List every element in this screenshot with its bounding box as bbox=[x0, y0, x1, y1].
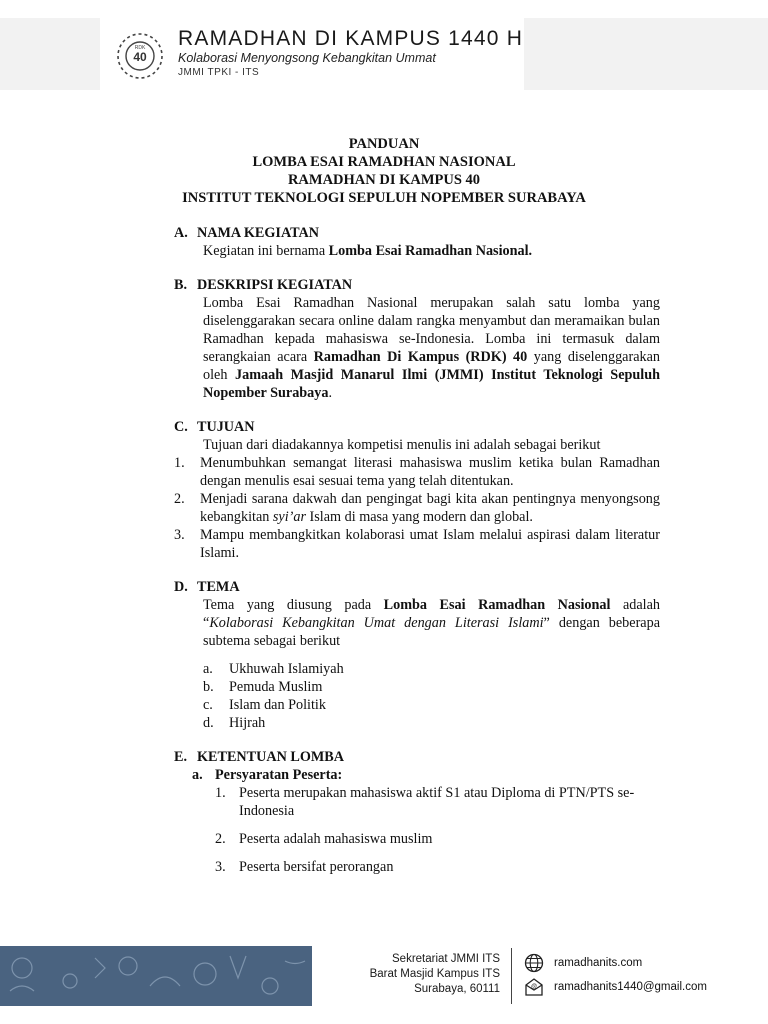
bold-text: Lomba Esai Ramadhan Nasional. bbox=[328, 243, 533, 259]
section-nama-kegiatan bbox=[174, 224, 660, 260]
email-icon bbox=[524, 977, 544, 997]
bold-text: Jamaah Masjid Manarul Ilmi (JMMI) Institut Teknologi Sepuluh Nopember Surabaya bbox=[203, 367, 660, 401]
address-line: Barat Masjid Kampus ITS bbox=[369, 968, 500, 980]
italic-text: syi’ar bbox=[272, 509, 306, 525]
text: Mampu membangkitkan kolaborasi umat Islam melalui aspirasi dalam literatur Islami. bbox=[200, 527, 660, 561]
section-letter: E. bbox=[174, 749, 188, 765]
item-letter: a. bbox=[203, 661, 213, 677]
text: Islam di masa yang modern dan global. bbox=[306, 509, 533, 525]
text: . bbox=[328, 385, 333, 401]
section-letter: C. bbox=[174, 419, 188, 435]
address-line: Sekretariat JMMI ITS bbox=[392, 953, 500, 965]
item-text: Peserta bersifat perorangan bbox=[239, 859, 394, 875]
item-letter: d. bbox=[203, 715, 214, 731]
globe-icon bbox=[524, 953, 544, 973]
section-ketentuan bbox=[174, 748, 660, 876]
item-text: Islam dan Politik bbox=[229, 697, 326, 713]
section-heading bbox=[174, 224, 660, 242]
website-link[interactable]: ramadhanits.com bbox=[554, 957, 643, 969]
footer-address bbox=[370, 952, 500, 997]
list-item bbox=[215, 784, 660, 820]
text: Tema yang diusung pada bbox=[203, 597, 384, 613]
header-title: RAMADHAN DI KAMPUS 1440 H bbox=[178, 27, 524, 50]
sub-letter: a. bbox=[192, 767, 203, 783]
rdk-logo-icon bbox=[112, 28, 168, 84]
item-text: Ukhuwah Islamiyah bbox=[229, 661, 344, 677]
list-item bbox=[174, 454, 660, 490]
bold-text: Ramadhan Di Kampus (RDK) 40 bbox=[313, 349, 528, 365]
text: yang diselenggarakan oleh bbox=[203, 349, 660, 383]
item-text bbox=[200, 454, 660, 490]
item-number: 3. bbox=[174, 527, 185, 543]
section-heading-text: TEMA bbox=[197, 579, 240, 595]
footer-divider bbox=[511, 948, 512, 1004]
section-heading bbox=[174, 276, 660, 294]
item-number: 2. bbox=[215, 831, 226, 847]
goals-list bbox=[174, 454, 660, 562]
section-letter: D. bbox=[174, 579, 188, 595]
title-line: LOMBA ESAI RAMADHAN NASIONAL bbox=[252, 154, 516, 170]
header-right-panel bbox=[524, 18, 768, 90]
logo-small-text: RDK bbox=[134, 45, 146, 51]
email-link[interactable]: ramadhanits1440@gmail.com bbox=[554, 981, 707, 993]
logo-number: 40 bbox=[133, 50, 147, 64]
text: Kegiatan ini bernama bbox=[203, 243, 329, 259]
section-paragraph bbox=[174, 242, 660, 260]
section-tema bbox=[174, 578, 660, 732]
title-line: RAMADHAN DI KAMPUS 40 bbox=[287, 172, 481, 188]
footer-decorative-band bbox=[0, 946, 312, 1006]
section-paragraph bbox=[174, 294, 660, 402]
list-item bbox=[203, 714, 660, 732]
list-item bbox=[174, 490, 660, 526]
section-letter: B. bbox=[174, 277, 188, 293]
section-heading-text: KETENTUAN LOMBA bbox=[197, 749, 345, 765]
document-body bbox=[174, 224, 660, 892]
item-number: 1. bbox=[215, 785, 226, 801]
item-letter: c. bbox=[203, 697, 213, 713]
list-item bbox=[174, 526, 660, 562]
footer-website[interactable] bbox=[524, 953, 642, 973]
title-line: INSTITUT TEKNOLOGI SEPULUH NOPEMBER SURABAYA bbox=[182, 190, 586, 206]
title-line: PANDUAN bbox=[348, 136, 420, 152]
ornament-pattern-icon bbox=[0, 946, 312, 1006]
subsection-heading bbox=[174, 766, 660, 784]
text: ” dengan beberapa subtema sebagai berikut bbox=[203, 615, 660, 649]
section-heading-text: DESKRIPSI KEGIATAN bbox=[197, 277, 353, 293]
item-number: 3. bbox=[215, 859, 226, 875]
text: Menjadi sarana dakwah dan pengingat bagi kita akan pentingnya menyongsong kebangkitan bbox=[200, 491, 660, 525]
header-org: JMMI TPKI - ITS bbox=[178, 67, 260, 78]
footer-email[interactable] bbox=[524, 977, 707, 997]
item-text: Peserta merupakan mahasiswa aktif S1 atau Diploma di PTN/PTS se-Indonesia bbox=[239, 785, 635, 819]
subtheme-list bbox=[174, 660, 660, 732]
address-line: Surabaya, 60111 bbox=[414, 983, 500, 995]
text: Lomba Esai Ramadhan Nasional merupakan salah satu lomba yang diselenggarakan secara online dalam rangka menyambut dan meramaikan bulan Ramadhan kepada mahasiswa se-Indonesia. Lomba ini termasuk dalam serangkaian acara bbox=[203, 295, 660, 365]
item-text bbox=[200, 526, 660, 562]
item-number: 2. bbox=[174, 491, 185, 507]
list-item bbox=[203, 696, 660, 714]
section-heading bbox=[174, 748, 660, 766]
section-deskripsi bbox=[174, 276, 660, 402]
list-item bbox=[203, 678, 660, 696]
item-text: Pemuda Muslim bbox=[229, 679, 323, 695]
list-item bbox=[203, 660, 660, 678]
svg-text:@: @ bbox=[530, 984, 538, 990]
text: adalah “ bbox=[203, 597, 660, 631]
section-heading bbox=[174, 418, 660, 436]
bold-text: Lomba Esai Ramadhan Nasional bbox=[383, 597, 611, 613]
list-item bbox=[215, 830, 660, 848]
section-heading-text: TUJUAN bbox=[197, 419, 255, 435]
italic-text: Kolaborasi Kebangkitan Umat dengan Literasi Islami bbox=[209, 615, 544, 631]
section-letter: A. bbox=[174, 225, 188, 241]
header-left-panel bbox=[0, 18, 100, 90]
item-text: Peserta adalah mahasiswa muslim bbox=[239, 831, 433, 847]
section-intro: Tujuan dari diadakannya kompetisi menulis ini adalah sebagai berikut bbox=[203, 437, 601, 453]
item-number: 1. bbox=[174, 455, 185, 471]
text: Menumbuhkan semangat literasi mahasiswa muslim ketika bulan Ramadhan dengan menulis esai sesuai tema yang telah ditentukan. bbox=[200, 455, 660, 489]
item-text bbox=[200, 490, 660, 526]
document-title bbox=[0, 135, 768, 207]
section-tujuan bbox=[174, 418, 660, 562]
list-item bbox=[215, 858, 660, 876]
section-heading-text: NAMA KEGIATAN bbox=[197, 225, 320, 241]
section-paragraph bbox=[174, 596, 660, 650]
section-heading bbox=[174, 578, 660, 596]
requirements-list bbox=[174, 784, 660, 876]
sub-heading-text: Persyaratan Peserta: bbox=[215, 767, 343, 783]
item-text: Hijrah bbox=[229, 715, 266, 731]
header-subtitle: Kolaborasi Menyongsong Kebangkitan Ummat bbox=[178, 51, 436, 65]
item-letter: b. bbox=[203, 679, 214, 695]
